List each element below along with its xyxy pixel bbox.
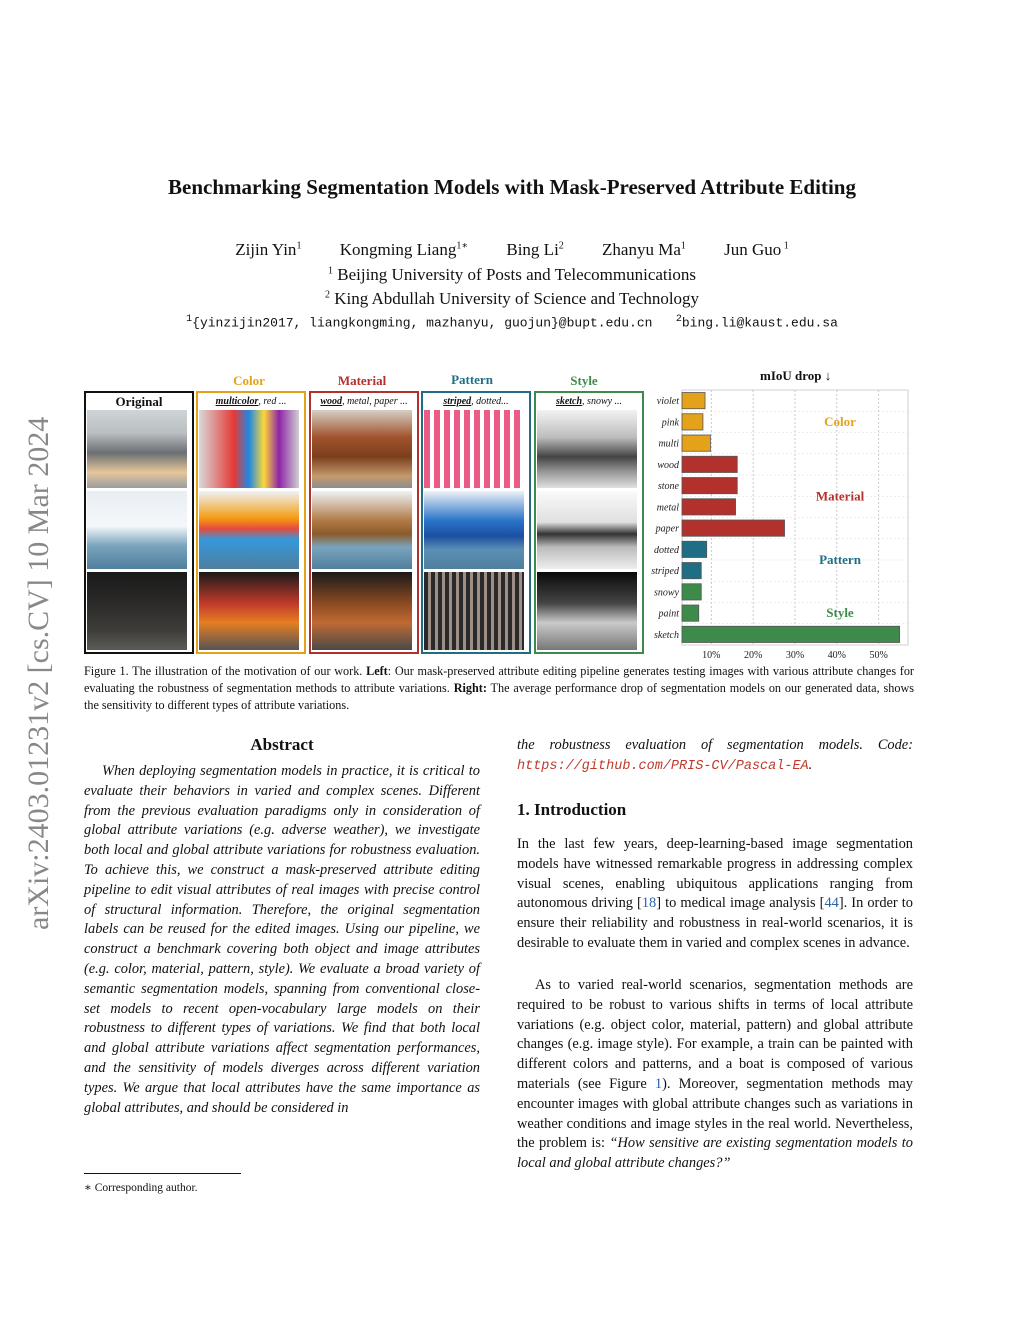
intro-paragraph-2: As to varied real-world scenarios, segmentation methods are required to be robust to various shifts in terms of local attribute variations (e.g. object color, material, pattern) and global attribute changes (e.g. image style). For example, a train can be painted with different colors and patterns, and a boat is composed of various materials (see Figure 1). Moreover, segmentation methods may encounter images with global attribute changes such as variations in weather conditions and image styles in the real world. Nevertheless, the problem is: “How sensitive are existing segmentation models to local and global attribute changes?” — [517, 977, 914, 1172]
bar-paint — [682, 605, 699, 621]
category-label-violet: violet — [656, 396, 679, 408]
bar-wood — [682, 456, 737, 472]
image-boat-color — [199, 491, 299, 569]
image-boat-material — [312, 491, 412, 569]
x-tick-label: 40% — [827, 650, 847, 661]
category-label-dotted: dotted — [654, 544, 679, 556]
panel-label-material: wood, metal, paper ... — [311, 393, 417, 410]
image-train-color — [199, 410, 299, 488]
category-label-striped: striped — [651, 566, 679, 578]
image-chairs-original — [87, 572, 187, 650]
category-label-wood: wood — [657, 459, 679, 471]
abstract-continuation: the robustness evaluation of segmentation models. Code: https://github.com/PRIS-CV/Pascal-EA. — [517, 737, 913, 774]
category-label-multi: multi — [658, 438, 679, 450]
citation-link[interactable]: 18 — [641, 895, 657, 912]
image-chairs-pattern — [424, 572, 524, 650]
image-train-style — [537, 410, 637, 488]
bar-sketch — [682, 626, 900, 642]
author-emails: $^1${yinzijin2017, liangkongming, mazhanyu, guojun}@bupt.edu.cn $^2$bing.li@kaust.edu.sa — [186, 314, 838, 331]
x-tick-label: 10% — [702, 650, 721, 661]
mIoU-drop-chart — [640, 388, 920, 663]
author: Jun Guo $^1$ — [724, 240, 789, 259]
panel-header-pattern: Pattern — [451, 372, 493, 387]
author: Bing Li$^2$ — [506, 240, 564, 259]
author-list — [0, 240, 1024, 260]
panel-label-pattern: striped, dotted... — [423, 393, 529, 410]
panel-header-color: Color — [233, 373, 265, 388]
category-label-stone: stone — [657, 481, 679, 493]
bar-dotted — [682, 541, 707, 557]
bar-metal — [682, 499, 736, 515]
footnote: ∗ Corresponding author. — [84, 1182, 198, 1194]
arxiv-id: arXiv:2403.01231v2 [cs.CV] 10 Mar 2024 — [22, 416, 55, 930]
paper-title: Benchmarking Segmentation Models with Mask-Preserved Attribute Editing — [168, 175, 856, 199]
panel-header-style: Style — [570, 373, 598, 388]
affiliation-1: $^1$ Beijing University of Posts and Telecommunications — [327, 265, 696, 284]
bar-paper — [682, 520, 785, 536]
group-label-style: Style — [826, 605, 854, 621]
x-tick-label: 30% — [785, 650, 805, 661]
section-heading-introduction: 1. Introduction — [517, 800, 627, 819]
abstract-heading: Abstract — [250, 735, 314, 754]
panel-label-style: sketch, snowy ... — [536, 393, 642, 410]
image-chairs-color — [199, 572, 299, 650]
image-train-material — [312, 410, 412, 488]
chart-title: mIoU drop ↓ — [760, 368, 832, 383]
category-label-paper: paper — [655, 523, 679, 535]
figure-ref-link[interactable]: 1 — [654, 1075, 663, 1092]
intro-paragraph-1: In the last few years, deep-learning-based image segmentation models have witnessed remarkable progress in addressing complex visual scenes, enabling ubiquitous applications ranging from autonomous driving [18] to medical image analysis [44]. In order to ensure their reliability and robustness in real-world scenarios, it is desirable to evaluate them in varied and complex scenes in advance. — [517, 836, 913, 951]
panel-label-original: Original — [86, 393, 192, 410]
footnote-rule — [84, 1173, 241, 1174]
panel-label-color: multicolor, red ... — [198, 393, 304, 410]
x-tick-label: 50% — [869, 650, 888, 661]
image-train-original — [87, 410, 187, 488]
bar-multi — [682, 435, 710, 451]
figure-caption: Figure 1. The illustration of the motivation of our work. Left: Our mask-preserved attribute editing pipeline generates testing images with various attribute changes for evaluating the robustness of segmentation methods to attribute variations. Right: The average performance drop of segmentation models on our generated data, shows the sensitivity to different types of attribute variations. — [84, 664, 914, 712]
bar-snowy — [682, 584, 701, 600]
image-boat-style — [537, 491, 637, 569]
image-chairs-material — [312, 572, 412, 650]
category-label-snowy: snowy — [654, 587, 679, 599]
image-train-pattern — [424, 410, 524, 488]
bar-striped — [682, 563, 701, 579]
panel-header-material: Material — [337, 373, 387, 388]
author: Kongming Liang$^{1∗}$ — [339, 240, 469, 259]
code-link[interactable]: https://github.com/PRIS-CV/Pascal-EA — [517, 758, 809, 774]
category-label-pink: pink — [661, 417, 679, 429]
affiliation-2: $^2$ King Abdullah University of Science and Technology — [324, 289, 700, 308]
group-label-color: Color — [824, 413, 856, 429]
category-label-metal: metal — [656, 502, 679, 514]
author: Zijin Yin$^1$ — [235, 240, 302, 259]
image-boat-pattern — [424, 491, 524, 569]
group-label-pattern: Pattern — [819, 552, 861, 567]
category-label-sketch: sketch — [654, 629, 679, 641]
x-tick-label: 20% — [743, 650, 763, 661]
bar-pink — [682, 414, 703, 430]
abstract-body: When deploying segmentation models in practice, it is critical to evaluate their behaviors in varied and complex scenes. Different from the previous evaluation paradigms only in consideration of global attribute variations (e.g. adverse weather), we investigate both local and global attribute variations for robustness evaluation. To achieve this, we construct a mask-preserved attribute editing pipeline to edit visual attributes of real images with precise control of structural information. Therefore, the original segmentation labels can be reused for the edited images. Using our pipeline, we construct a benchmark covering both object and image attributes (e.g. color, material, pattern, style). We evaluate a broad variety of semantic segmentation models, spanning from conventional close-set models to recent open-vocabulary large models on their robustness to different types of variations. We find that both local and global attribute variations affect segmentation performances, and the sensitivity of models diverges across different variation types. We argue that local attributes have the same importance as global attributes, and should be considered in — [84, 763, 480, 1116]
bar-stone — [682, 478, 737, 494]
image-chairs-style — [537, 572, 637, 650]
category-label-paint: paint — [658, 608, 679, 620]
bar-violet — [682, 393, 705, 409]
image-boat-original — [87, 491, 187, 569]
author: Zhanyu Ma$^1$ — [602, 240, 686, 259]
citation-link[interactable]: 44 — [824, 895, 839, 912]
group-label-material: Material — [815, 488, 865, 504]
